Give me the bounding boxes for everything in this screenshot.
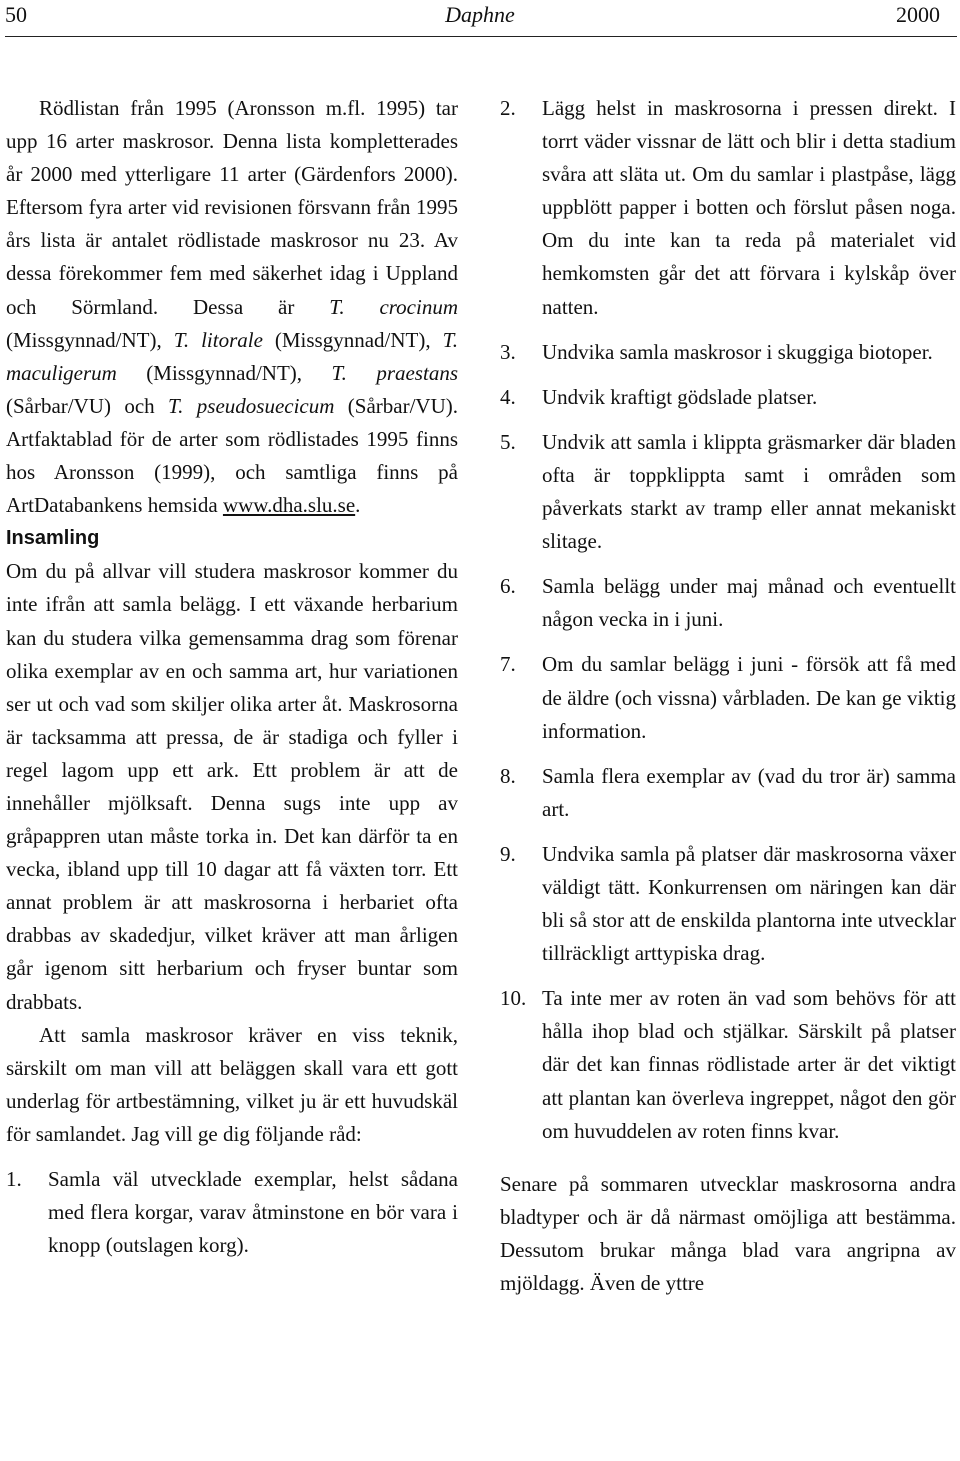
- status-text: (Sårbar/VU). Artfaktablad för de arter som rödlistades 1995 finns hos Aronsson (1999), och samtliga finns på ArtDatabankens hemsida: [6, 393, 458, 518]
- item-number: 6.: [500, 574, 516, 599]
- year: 2000: [896, 2, 940, 27]
- item-text: Samla flera exemplar av (vad du tror är) samma art.: [542, 763, 956, 821]
- list-item: [500, 381, 956, 414]
- item-number: 1.: [6, 1167, 22, 1191]
- list-item: [500, 92, 956, 324]
- item-number: 9.: [500, 841, 516, 866]
- body-paragraph: Om du på allvar vill studera maskrosor kommer du inte ifrån att samla belägg. I ett växande herbarium kan du studera vilka gemensamma drag som förenar olika exemplar av en och samma art, hur variationen ser ut och vad som skiljer olika arter åt. Maskrosorna är tacksamma att pressa, de är stadiga och fyller i regel lagom upp ett ark. Ett problem är att de innehåller mjölksaft. Denna sugs inte upp av gråpappren utan måste torka in. Det kan därför ta en vecka, ibland upp till 10 dagar att få växten torr. Ett annat problem är att maskrosorna i herbariet ofta drabbas av skadedjur, vilket kräver att man årligen går igenom sitt herbarium och fryser buntar som drabbats.: [6, 559, 458, 1014]
- item-number: 5.: [500, 429, 516, 454]
- list-item: [500, 426, 956, 558]
- item-text: Undvik kraftigt gödslade platser.: [542, 384, 818, 409]
- status-text: (Missgynnad/NT),: [116, 360, 332, 385]
- left-column: [6, 92, 458, 1274]
- item-text: Undvika samla på platser där maskrosorna växer väldigt tätt. Konkurrensen om näringen kan där bli så stor att de enskilda plantorna inte utvecklar tillräckligt arttypiska drag.: [542, 841, 956, 966]
- list-item: [500, 982, 956, 1147]
- page-header: [0, 0, 960, 38]
- right-column: [500, 92, 956, 1300]
- intro-paragraph: [6, 92, 458, 522]
- species-name: T. crocinum: [329, 294, 459, 319]
- list-item: [500, 648, 956, 747]
- item-text: Undvika samla maskrosor i skuggiga biotoper.: [542, 339, 933, 364]
- species-name: T. pseudosuecicum: [168, 393, 335, 418]
- species-name: T. praestans: [331, 360, 458, 385]
- item-text: Lägg helst in maskrosorna i pressen direkt. I torrt väder vissnar de lätt och blir i detta stadium svåra att släta ut. Om du samlar i plastpåse, lägg uppblött papper i botten och förslut påsen noga. Om du inte kan ta reda på materialet vid hemkomsten går det att förvara i kylskåp över natten.: [542, 96, 956, 319]
- item-text: Samla belägg under maj månad och eventuellt någon vecka in i juni.: [542, 574, 956, 632]
- status-text: (Sårbar/VU) och: [6, 393, 169, 418]
- list-item: [500, 838, 956, 970]
- status-text: (Missgynnad/NT),: [6, 327, 174, 352]
- list-item: [500, 760, 956, 826]
- advice-list-continued: [500, 92, 956, 1148]
- item-number: 8.: [500, 763, 516, 788]
- item-number: 3.: [500, 339, 516, 364]
- intro-text: Rödlistan från 1995 (Aronsson m.fl. 1995) tar upp 16 arter maskrosor. Denna lista kompletterades år 2000 med ytterligare 11 arter (Gärdenfors 2000). Eftersom fyra arter vid revisionen försvann från 1995 års lista är antalet rödlistade maskrosor nu 23. Av dessa förekommer fem med säkerhet idag i Uppland och Sörmland. Dessa är: [6, 96, 458, 319]
- status-text: (Missgynnad/NT),: [262, 327, 443, 352]
- item-text: Ta inte mer av roten än vad som behövs för att hålla ihop blad och stjälkar. Särskilt på platser där det kan finnas rödlistade arter är det viktigt att plantan kan överleva ingreppet, något den gör om huvuddelen av roten finns kvar.: [542, 986, 956, 1143]
- item-number: 7.: [500, 652, 516, 677]
- website-link[interactable]: www.dha.slu.se: [222, 493, 356, 518]
- list-item: [500, 570, 956, 636]
- section-heading: Insamling: [6, 527, 100, 550]
- item-text: Om du samlar belägg i juni - försök att få med de äldre (och vissna) vårbladen. De kan ge viktig information.: [542, 652, 956, 743]
- item-text: Undvik att samla i klippta gräsmarker där bladen ofta är toppklippta samt i områden som påverkats starkt av tramp eller annat mekaniskt slitage.: [542, 429, 956, 554]
- period: .: [355, 493, 361, 518]
- page-number: 50: [5, 2, 27, 27]
- header-rule: [5, 36, 957, 37]
- closing-paragraph: Senare på sommaren utvecklar maskrosorna andra bladtyper och är då närmast omöjliga att bestämma. Dessutom brukar många blad vara angripna av mjöldagg. Även de yttre: [500, 1171, 956, 1295]
- item-number: 4.: [500, 384, 516, 409]
- species-name: T. maculigerum: [6, 327, 458, 385]
- species-name: T. litorale: [173, 327, 263, 352]
- item-text: Samla väl utvecklade exemplar, helst sådana med flera korgar, varav åtminstone en bör vara i knopp (outslagen korg).: [48, 1167, 458, 1258]
- advice-list: [6, 1163, 458, 1262]
- journal-title: Daphne: [445, 2, 515, 27]
- list-item: [6, 1163, 458, 1262]
- item-number: 10.: [500, 986, 527, 1011]
- body-paragraph: Att samla maskrosor kräver en viss teknik, särskilt om man vill att beläggen skall vara ett gott underlag för artbestämning, vilket ju är ett huvudskäl för samlandet. Jag vill ge dig följande råd:: [6, 1022, 458, 1146]
- item-number: 2.: [500, 96, 516, 120]
- list-item: [500, 336, 956, 369]
